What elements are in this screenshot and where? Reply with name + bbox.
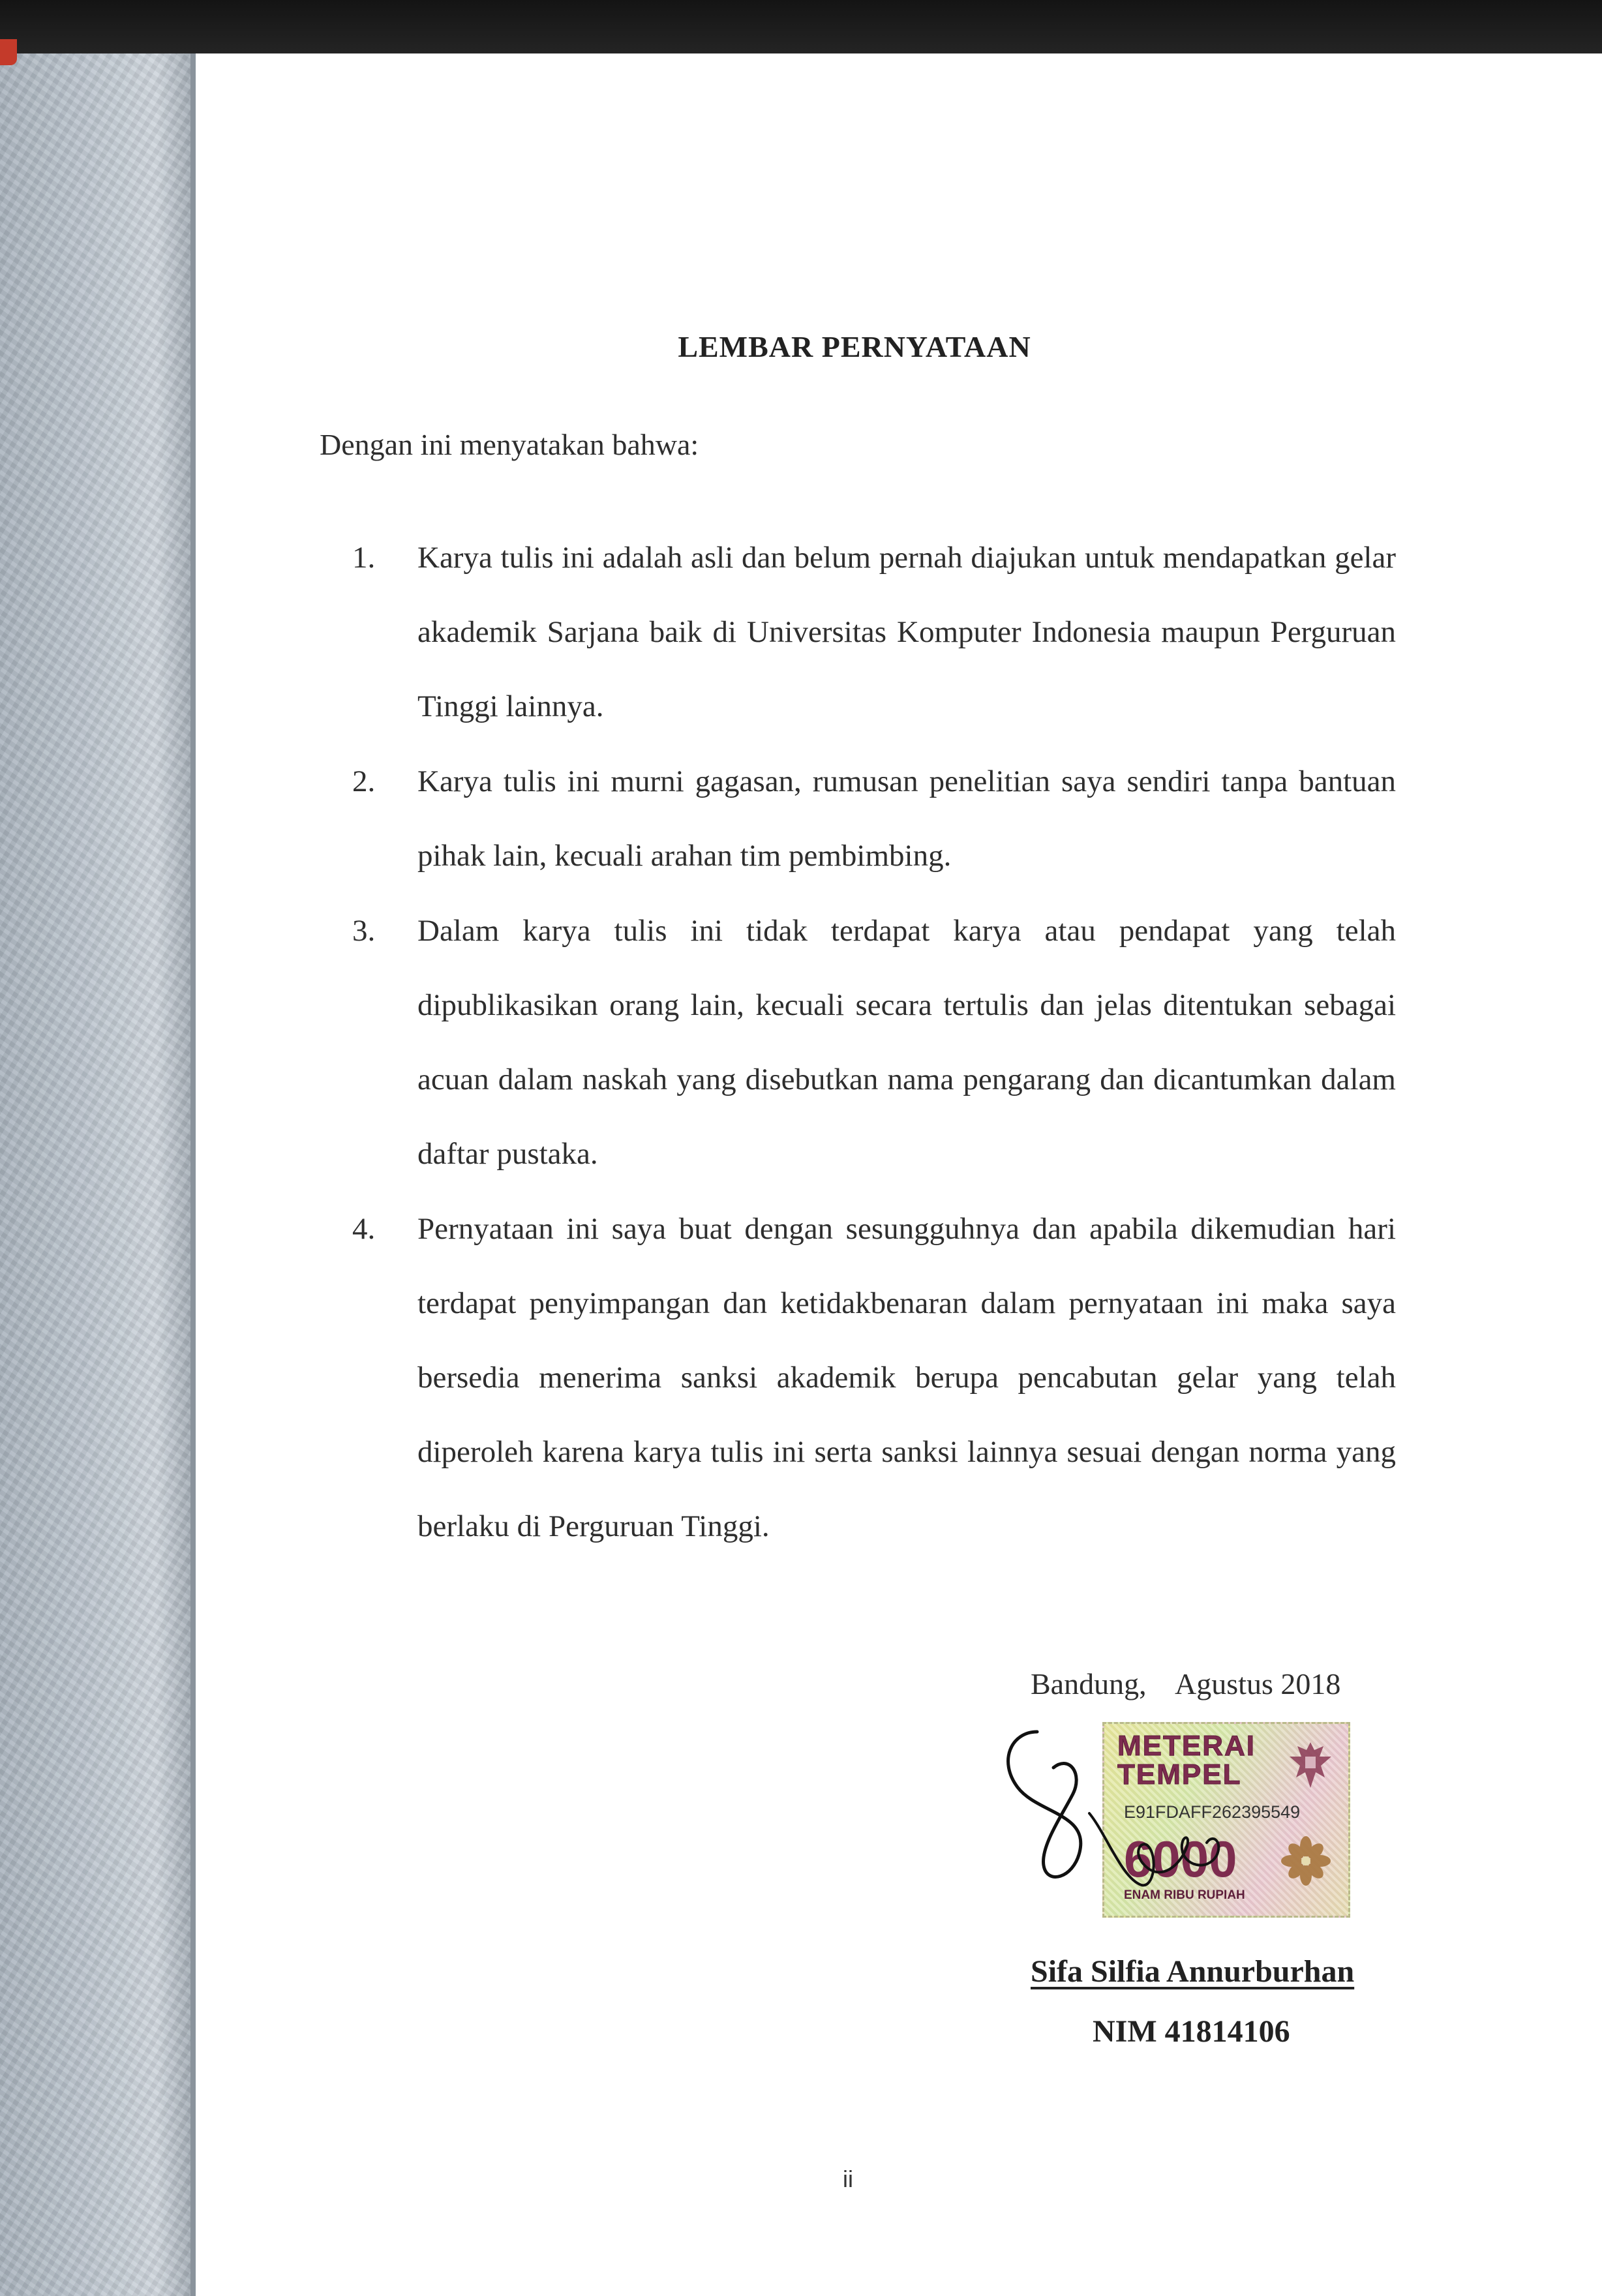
statement-text: Karya tulis ini adalah asli dan belum pernah diajukan untuk mendapatkan gelar akademik Sarjana baik di Universitas Komputer Indonesia maupun Perguruan Tinggi lainnya. <box>417 541 1396 723</box>
statement-item-3 <box>352 894 1396 1191</box>
statement-number: 1. <box>352 541 376 575</box>
statement-text: Pernyataan ini saya buat dengan sesungguhnya dan apabila dikemudian hari terdapat penyimpangan dan ketidakbenaran dalam pernyataan ini maka saya bersedia menerima sanksi akademik berupa pencabutan gelar yang telah diperoleh karena karya tulis ini serta sanksi lainnya sesuai dengan norma yang berlaku di Perguruan Tinggi. <box>417 1212 1396 1543</box>
statement-number: 3. <box>352 914 376 948</box>
stamp-title-line2: TEMPEL <box>1117 1759 1242 1790</box>
page-title: LEMBAR PERNYATAAN <box>678 330 1031 363</box>
page-number: ii <box>843 2166 853 2192</box>
statement-number: 4. <box>352 1212 376 1246</box>
statement-item-4 <box>352 1192 1396 1563</box>
stamp-serial: E91FDAFF262395549 <box>1124 1802 1301 1822</box>
statement-list <box>352 521 1396 1564</box>
binding-margin <box>0 53 196 2296</box>
stamp-title-line1: METERAI <box>1117 1730 1256 1762</box>
statement-item-2 <box>352 744 1396 893</box>
scanner-top-border <box>0 0 1602 53</box>
signer-id: NIM 41814106 <box>1093 2014 1290 2049</box>
corner-mark <box>0 39 17 65</box>
stamp-value: 6000 <box>1124 1830 1237 1888</box>
signature-area <box>991 1715 1357 1924</box>
intro-text: Dengan ini menyatakan bahwa: <box>320 428 699 461</box>
handwritten-signature <box>991 1715 1331 1924</box>
statement-number: 2. <box>352 764 376 798</box>
statement-text: Karya tulis ini murni gagasan, rumusan penelitian saya sendiri tanpa bantuan pihak lain, kecuali arahan tim pembimbing. <box>417 764 1396 873</box>
place-date: Bandung, Agustus 2018 <box>1031 1667 1341 1700</box>
statement-text: Dalam karya tulis ini tidak terdapat karya atau pendapat yang telah dipublikasikan orang lain, kecuali secara tertulis dan jelas ditentukan sebagai acuan dalam naskah yang disebutkan nama pengarang dan dicantumkan dalam daftar pustaka. <box>417 914 1396 1171</box>
statement-item-1 <box>352 521 1396 744</box>
signer-name: Sifa Silfia Annurburhan <box>1031 1954 1355 1989</box>
stamp-value-text: ENAM RIBU RUPIAH <box>1124 1888 1245 1902</box>
